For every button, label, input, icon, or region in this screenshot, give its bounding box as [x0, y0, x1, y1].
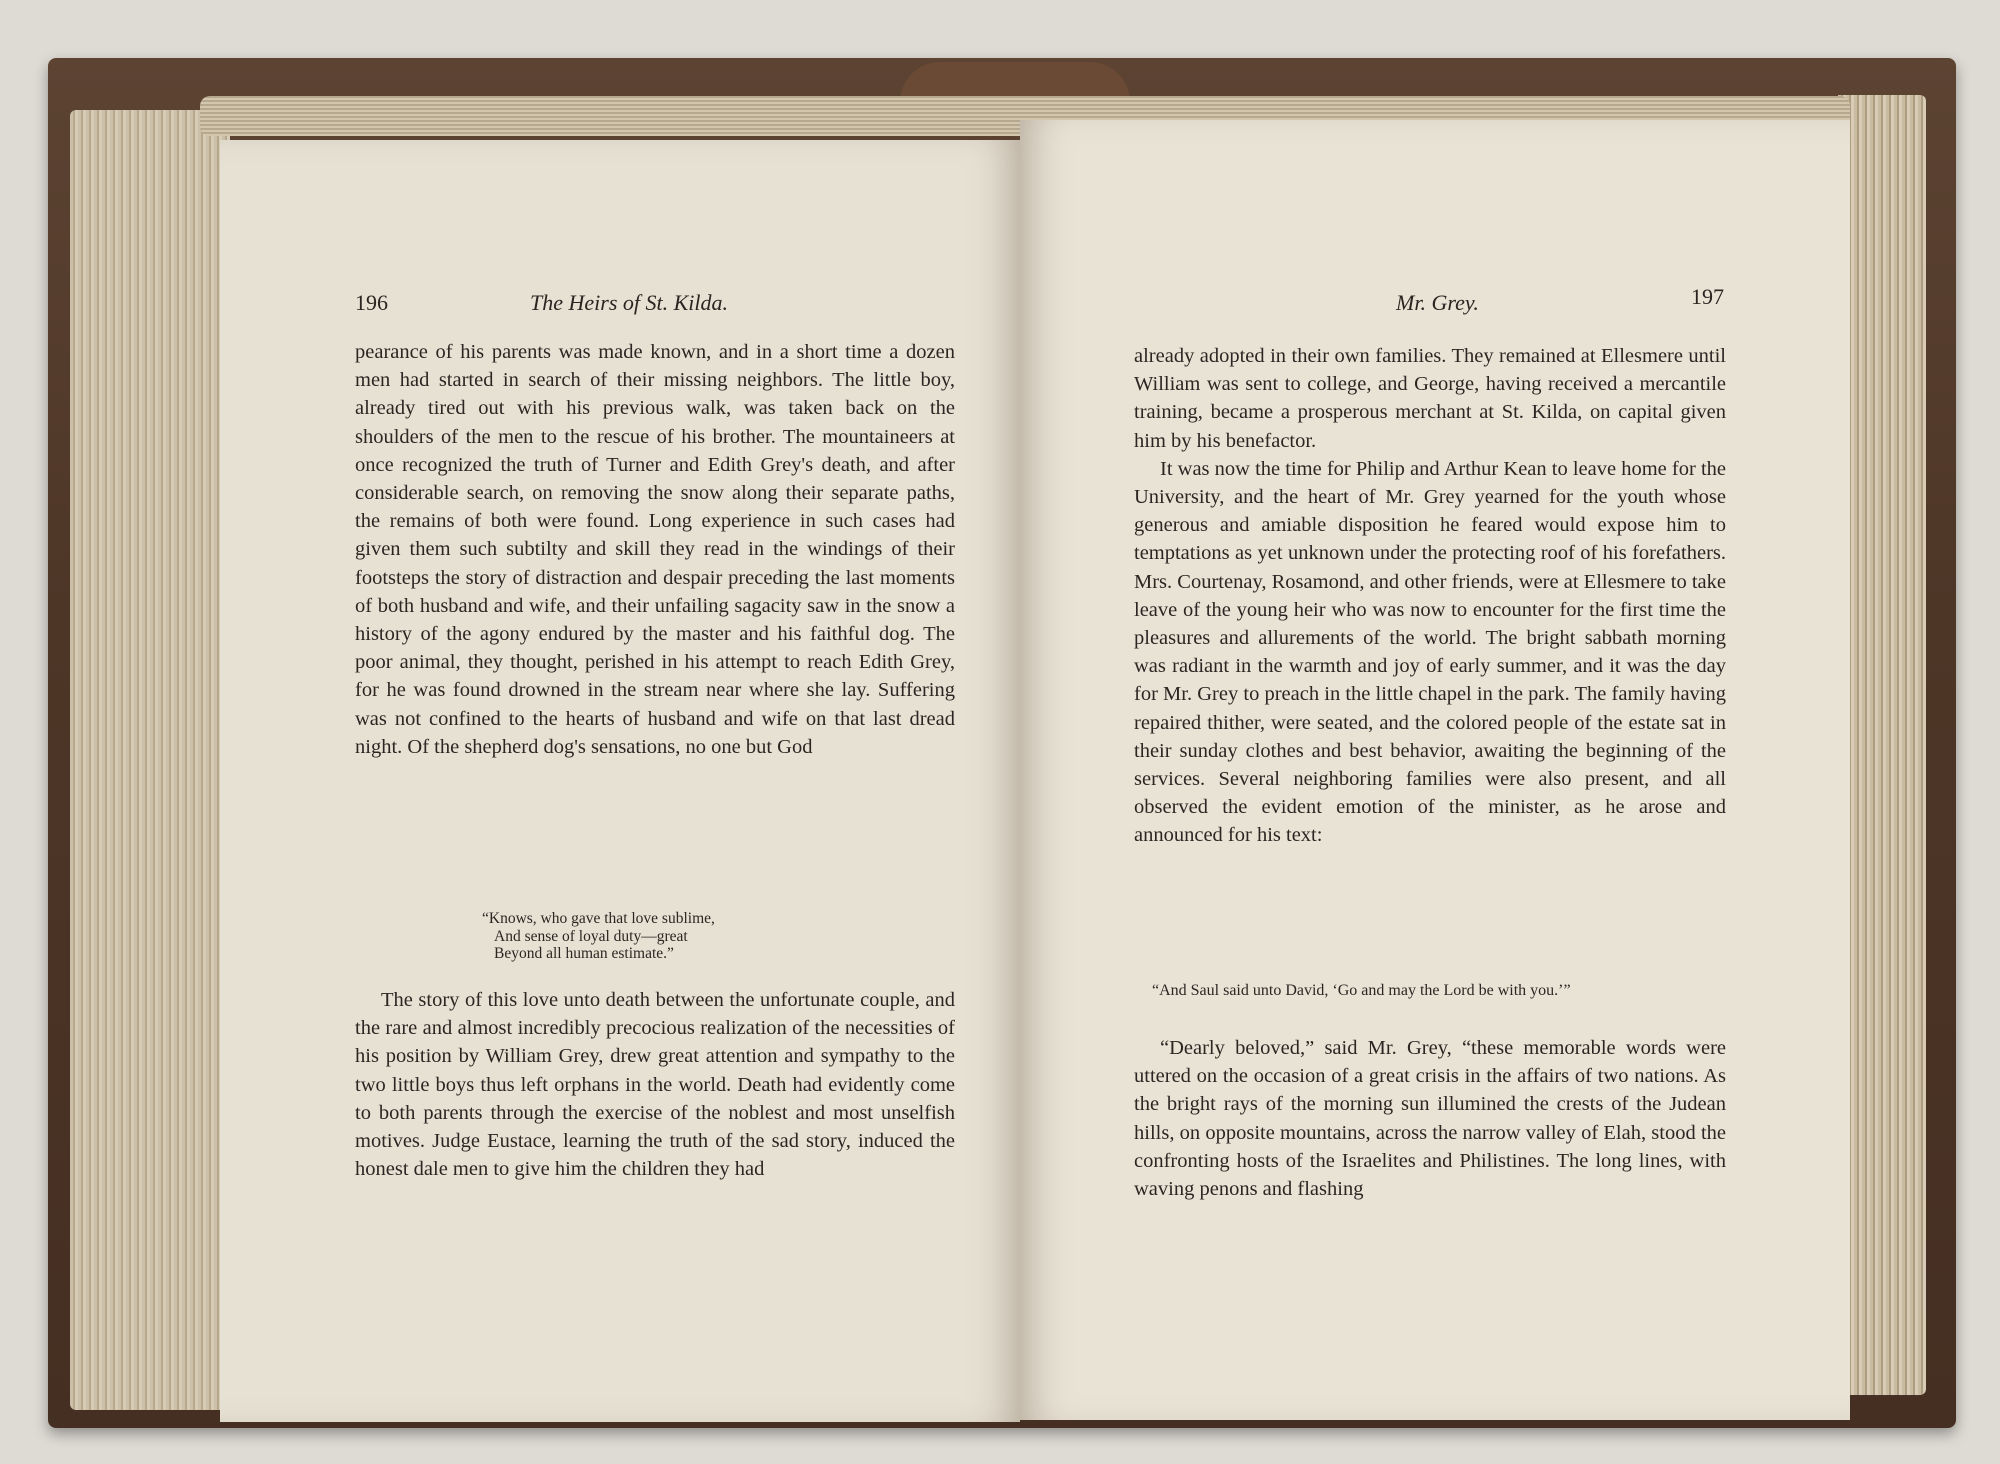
left-running-title: The Heirs of St. Kilda. — [530, 290, 729, 315]
left-running-head — [355, 290, 985, 320]
left-body-text-bottom — [355, 986, 955, 1183]
scripture-text: “And Saul said unto David, ‘Go and may the Lord be with you.’” — [1152, 982, 1571, 999]
right-page-number: 197 — [1691, 284, 1724, 309]
left-paragraph-1: pearance of his parents was made known, and in a short time a dozen men had started in search of their missing neighbors. The little boy, already tired out with his previous walk, was taken back on the shoulders of the men to the rescue of his brother. The mountaineers at once recognized the truth of Turner and Edith Grey's death, and after considerable search, on removing the snow along their separate paths, the remains of both were found. Long experience in such cases had given them such subtilty and skill they read in the windings of their footsteps the story of distraction and despair preceding the last moments of both husband and wife, and their unfailing sagacity saw in the snow a history of the agony endured by the master and his faithful dog. The poor animal, they thought, perished in his attempt to reach Edith Grey, for he was found drowned in the stream near where she lay. Suffering was not confined to the hearts of husband and wife on that last dread night. Of the shepherd dog's sensations, no one but God — [355, 341, 955, 758]
verse-quote — [482, 910, 822, 963]
right-paragraph-2: It was now the time for Philip and Arthur Kean to leave home for the University, and the heart of Mr. Grey yearned for the youth whose generous and amiable disposition he feared would expose him to temptations as yet unknown under the protecting roof of his forefathers. Mrs. Courtenay, Rosamond, and other friends, were at Ellesmere to take leave of the young heir who was now to encounter for the first time the pleasures and allurements of the world. The bright sabbath morning was radiant in the warmth and joy of early summer, and it was the day for Mr. Grey to preach in the little chapel in the park. The family having repaired thither, were seated, and the colored people of the estate sat in their sunday clothes and best behavior, awaiting the beginning of the services. Several neighboring families were also present, and all observed the evident emotion of the minister, as he arose and announced for his text: — [1134, 457, 1726, 847]
right-paragraph-1: already adopted in their own families. They remained at Ellesmere until William was sent to college, and George, having received a mercantile training, became a prosperous merchant at St. Kilda, on capital given him by his benefactor. — [1134, 345, 1726, 452]
right-body-text-top — [1134, 342, 1726, 850]
left-page-number: 196 — [355, 290, 388, 315]
left-page-edges — [70, 110, 230, 1410]
verse-line-1: “Knows, who gave that love sublime, — [482, 910, 715, 927]
left-body-text-top — [355, 338, 955, 761]
right-running-title: Mr. Grey. — [1396, 290, 1479, 315]
right-page-edges — [1838, 95, 1926, 1395]
right-page — [1020, 120, 1850, 1420]
left-page — [220, 140, 1020, 1422]
verse-line-2: And sense of loyal duty—great — [494, 927, 688, 945]
right-paragraph-3: “Dearly beloved,” said Mr. Grey, “these memorable words were uttered on the occasion of a great crisis in the affairs of two nations. As the bright rays of the morning sun illumined the crests of the Judean hills, on opposite mountains, across the narrow valley of Elah, stood the confronting hosts of the Israelites and Philistines. The long lines, with waving penons and flashing — [1134, 1037, 1726, 1201]
right-running-head — [1134, 284, 1724, 320]
verse-line-3: Beyond all human estimate.” — [494, 945, 674, 962]
left-paragraph-2: The story of this love unto death between the unfortunate couple, and the rare and almost incredibly precocious realization of the necessities of his position by William Grey, drew great attention and sympathy to the two little boys thus left orphans in the world. Death had evidently come to both parents through the exercise of the noblest and most unselfish motives. Judge Eustace, learning the truth of the sad story, induced the honest dale men to give him the children they had — [355, 989, 955, 1181]
right-body-text-bottom — [1134, 1034, 1726, 1203]
